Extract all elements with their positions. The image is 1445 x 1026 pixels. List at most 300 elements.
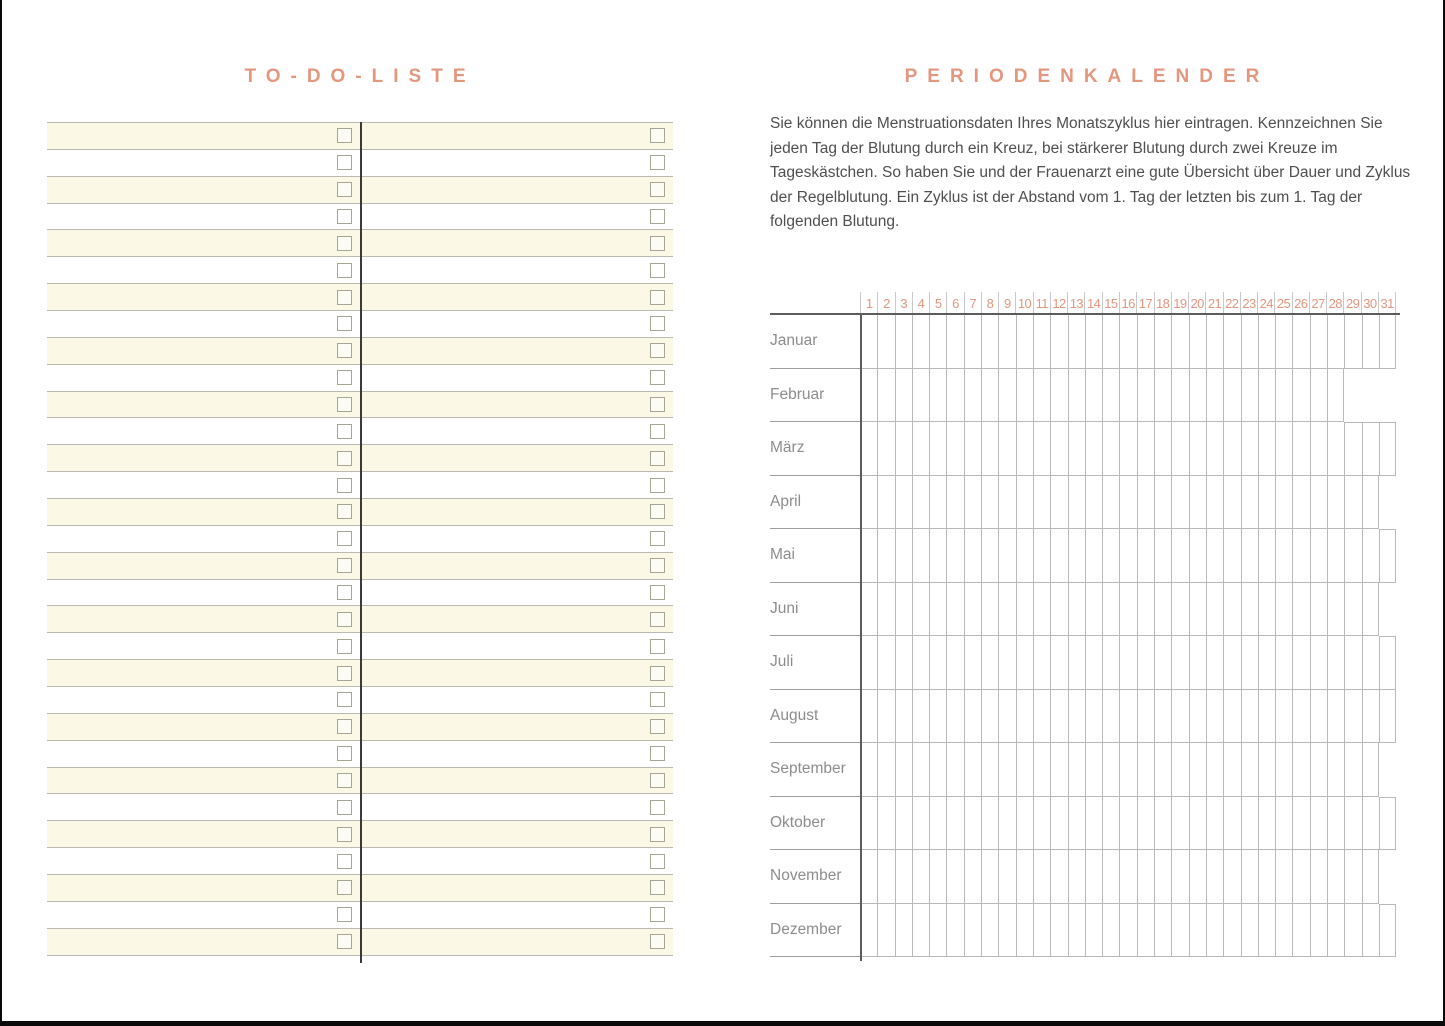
todo-checkbox[interactable]: [650, 504, 665, 519]
day-cell[interactable]: [877, 743, 894, 796]
todo-line-field[interactable]: [360, 418, 673, 444]
day-cell[interactable]: [1068, 690, 1085, 743]
day-cell[interactable]: [1344, 476, 1361, 529]
day-cell[interactable]: [1033, 743, 1050, 796]
day-cell[interactable]: [1258, 743, 1275, 796]
day-cell[interactable]: [1223, 690, 1240, 743]
day-cell[interactable]: [877, 369, 894, 422]
day-cell[interactable]: [1241, 583, 1258, 636]
day-cell[interactable]: [1275, 529, 1292, 582]
day-cell[interactable]: [1050, 529, 1067, 582]
todo-line-field[interactable]: [360, 123, 673, 149]
day-cell[interactable]: [1016, 636, 1033, 689]
day-cell[interactable]: [1223, 529, 1240, 582]
todo-checkbox[interactable]: [650, 880, 665, 895]
day-cell[interactable]: [895, 797, 912, 850]
day-cell[interactable]: [1258, 315, 1275, 368]
day-cell[interactable]: [1344, 743, 1361, 796]
day-cell[interactable]: [946, 850, 963, 903]
todo-checkbox[interactable]: [337, 451, 352, 466]
day-cell[interactable]: [860, 904, 877, 957]
day-cell[interactable]: [1102, 315, 1119, 368]
day-cell[interactable]: [1119, 636, 1136, 689]
day-cell[interactable]: [929, 422, 946, 475]
day-cell[interactable]: [1085, 476, 1102, 529]
day-cell[interactable]: [1050, 583, 1067, 636]
day-cell[interactable]: [860, 850, 877, 903]
todo-checkbox[interactable]: [337, 692, 352, 707]
day-cell[interactable]: [912, 850, 929, 903]
todo-checkbox[interactable]: [337, 666, 352, 681]
day-cell[interactable]: [1327, 476, 1344, 529]
day-cell[interactable]: [877, 476, 894, 529]
todo-line-field[interactable]: [47, 338, 360, 364]
day-cell[interactable]: [1189, 743, 1206, 796]
day-cell[interactable]: [1206, 850, 1223, 903]
day-cell[interactable]: [1137, 850, 1154, 903]
day-cell[interactable]: [1154, 529, 1171, 582]
day-cell[interactable]: [981, 743, 998, 796]
day-cell[interactable]: [929, 529, 946, 582]
day-cell[interactable]: [860, 636, 877, 689]
day-cell[interactable]: [895, 476, 912, 529]
todo-checkbox[interactable]: [650, 827, 665, 842]
day-cell[interactable]: [998, 690, 1015, 743]
todo-checkbox[interactable]: [650, 773, 665, 788]
day-cell[interactable]: [1119, 850, 1136, 903]
day-cell[interactable]: [1292, 690, 1309, 743]
day-cell[interactable]: [929, 904, 946, 957]
todo-line-field[interactable]: [360, 741, 673, 767]
day-cell[interactable]: [1102, 904, 1119, 957]
day-cell[interactable]: [1171, 476, 1188, 529]
day-cell[interactable]: [1154, 369, 1171, 422]
day-cell[interactable]: [1085, 636, 1102, 689]
day-cell[interactable]: [1362, 636, 1379, 689]
day-cell[interactable]: [1206, 315, 1223, 368]
day-cell[interactable]: [1327, 422, 1344, 475]
todo-checkbox[interactable]: [337, 236, 352, 251]
day-cell[interactable]: [1292, 850, 1309, 903]
todo-checkbox[interactable]: [650, 424, 665, 439]
day-cell[interactable]: [1068, 850, 1085, 903]
day-cell[interactable]: [1016, 529, 1033, 582]
todo-line-field[interactable]: [360, 553, 673, 579]
day-cell[interactable]: [1068, 422, 1085, 475]
day-cell[interactable]: [860, 422, 877, 475]
todo-line-field[interactable]: [360, 526, 673, 552]
todo-line-field[interactable]: [360, 821, 673, 847]
day-cell[interactable]: [1327, 690, 1344, 743]
todo-line-field[interactable]: [360, 311, 673, 337]
todo-line-field[interactable]: [47, 257, 360, 283]
day-cell[interactable]: [1085, 904, 1102, 957]
day-cell[interactable]: [946, 529, 963, 582]
day-cell[interactable]: [1275, 797, 1292, 850]
day-cell[interactable]: [1137, 369, 1154, 422]
day-cell[interactable]: [895, 583, 912, 636]
todo-checkbox[interactable]: [337, 800, 352, 815]
todo-line-field[interactable]: [360, 150, 673, 176]
day-cell[interactable]: [1171, 369, 1188, 422]
todo-checkbox[interactable]: [337, 263, 352, 278]
day-cell[interactable]: [1171, 690, 1188, 743]
day-cell[interactable]: [895, 529, 912, 582]
todo-checkbox[interactable]: [650, 182, 665, 197]
day-cell[interactable]: [1327, 583, 1344, 636]
day-cell[interactable]: [1050, 422, 1067, 475]
day-cell[interactable]: [998, 850, 1015, 903]
day-cell[interactable]: [1292, 315, 1309, 368]
day-cell[interactable]: [1292, 797, 1309, 850]
todo-checkbox[interactable]: [650, 746, 665, 761]
day-cell[interactable]: [877, 636, 894, 689]
day-cell[interactable]: [1241, 690, 1258, 743]
day-cell[interactable]: [1292, 422, 1309, 475]
day-cell[interactable]: [1068, 797, 1085, 850]
day-cell[interactable]: [1327, 315, 1344, 368]
todo-line-field[interactable]: [47, 472, 360, 498]
todo-line-field[interactable]: [47, 418, 360, 444]
day-cell[interactable]: [860, 797, 877, 850]
day-cell[interactable]: [964, 690, 981, 743]
day-cell[interactable]: [877, 422, 894, 475]
day-cell[interactable]: [946, 797, 963, 850]
day-cell[interactable]: [981, 636, 998, 689]
todo-checkbox[interactable]: [650, 370, 665, 385]
day-cell[interactable]: [1068, 904, 1085, 957]
day-cell[interactable]: [1033, 476, 1050, 529]
day-cell[interactable]: [1310, 690, 1327, 743]
day-cell[interactable]: [1275, 422, 1292, 475]
day-cell[interactable]: [1223, 743, 1240, 796]
day-cell[interactable]: [1258, 797, 1275, 850]
day-cell[interactable]: [964, 315, 981, 368]
day-cell[interactable]: [1223, 369, 1240, 422]
day-cell[interactable]: [1085, 797, 1102, 850]
day-cell[interactable]: [964, 476, 981, 529]
day-cell[interactable]: [981, 529, 998, 582]
todo-line-field[interactable]: [360, 875, 673, 901]
day-cell[interactable]: [1310, 904, 1327, 957]
day-cell[interactable]: [1241, 476, 1258, 529]
day-cell[interactable]: [1068, 636, 1085, 689]
day-cell[interactable]: [1258, 476, 1275, 529]
day-cell[interactable]: [1362, 422, 1379, 475]
day-cell[interactable]: [964, 529, 981, 582]
day-cell[interactable]: [1102, 690, 1119, 743]
day-cell[interactable]: [1085, 315, 1102, 368]
day-cell[interactable]: [1258, 583, 1275, 636]
day-cell[interactable]: [1137, 315, 1154, 368]
day-cell[interactable]: [1016, 476, 1033, 529]
day-cell[interactable]: [1362, 529, 1379, 582]
day-cell[interactable]: [1119, 529, 1136, 582]
day-cell[interactable]: [1068, 583, 1085, 636]
todo-checkbox[interactable]: [650, 209, 665, 224]
day-cell[interactable]: [1258, 529, 1275, 582]
day-cell[interactable]: [912, 529, 929, 582]
todo-checkbox[interactable]: [337, 773, 352, 788]
day-cell[interactable]: [1102, 743, 1119, 796]
day-cell[interactable]: [1171, 583, 1188, 636]
day-cell[interactable]: [981, 476, 998, 529]
day-cell[interactable]: [1102, 529, 1119, 582]
day-cell[interactable]: [1119, 476, 1136, 529]
day-cell[interactable]: [1050, 743, 1067, 796]
todo-line-field[interactable]: [47, 848, 360, 874]
day-cell[interactable]: [1206, 690, 1223, 743]
todo-checkbox[interactable]: [337, 934, 352, 949]
todo-checkbox[interactable]: [337, 585, 352, 600]
day-cell[interactable]: [912, 476, 929, 529]
day-cell[interactable]: [877, 850, 894, 903]
day-cell[interactable]: [964, 743, 981, 796]
day-cell[interactable]: [1102, 583, 1119, 636]
day-cell[interactable]: [1292, 369, 1309, 422]
todo-line-field[interactable]: [47, 204, 360, 230]
day-cell[interactable]: [1189, 797, 1206, 850]
day-cell[interactable]: [1258, 904, 1275, 957]
day-cell[interactable]: [1292, 476, 1309, 529]
day-cell[interactable]: [981, 690, 998, 743]
day-cell[interactable]: [946, 476, 963, 529]
day-cell[interactable]: [1119, 315, 1136, 368]
day-cell[interactable]: [1050, 476, 1067, 529]
day-cell[interactable]: [1033, 904, 1050, 957]
todo-checkbox[interactable]: [650, 263, 665, 278]
day-cell[interactable]: [1241, 743, 1258, 796]
todo-checkbox[interactable]: [650, 155, 665, 170]
day-cell[interactable]: [1154, 583, 1171, 636]
day-cell[interactable]: [1137, 743, 1154, 796]
day-cell[interactable]: [1085, 422, 1102, 475]
day-cell[interactable]: [912, 690, 929, 743]
day-cell[interactable]: [1016, 797, 1033, 850]
day-cell[interactable]: [1344, 904, 1361, 957]
day-cell[interactable]: [1379, 904, 1396, 957]
day-cell[interactable]: [1189, 904, 1206, 957]
todo-line-field[interactable]: [47, 150, 360, 176]
day-cell[interactable]: [1362, 797, 1379, 850]
day-cell[interactable]: [1171, 315, 1188, 368]
day-cell[interactable]: [895, 690, 912, 743]
day-cell[interactable]: [1068, 743, 1085, 796]
day-cell[interactable]: [1292, 904, 1309, 957]
day-cell[interactable]: [1154, 315, 1171, 368]
day-cell[interactable]: [1258, 690, 1275, 743]
todo-line-field[interactable]: [47, 230, 360, 256]
day-cell[interactable]: [1085, 850, 1102, 903]
todo-line-field[interactable]: [47, 902, 360, 928]
day-cell[interactable]: [1033, 636, 1050, 689]
todo-line-field[interactable]: [47, 875, 360, 901]
todo-checkbox[interactable]: [337, 290, 352, 305]
day-cell[interactable]: [1379, 797, 1396, 850]
day-cell[interactable]: [1362, 850, 1379, 903]
day-cell[interactable]: [964, 583, 981, 636]
todo-line-field[interactable]: [360, 580, 673, 606]
day-cell[interactable]: [1379, 636, 1396, 689]
day-cell[interactable]: [946, 690, 963, 743]
day-cell[interactable]: [964, 850, 981, 903]
day-cell[interactable]: [964, 369, 981, 422]
day-cell[interactable]: [1344, 636, 1361, 689]
day-cell[interactable]: [1068, 476, 1085, 529]
day-cell[interactable]: [1292, 636, 1309, 689]
day-cell[interactable]: [1171, 743, 1188, 796]
day-cell[interactable]: [1241, 850, 1258, 903]
day-cell[interactable]: [1275, 850, 1292, 903]
day-cell[interactable]: [964, 797, 981, 850]
day-cell[interactable]: [1362, 476, 1379, 529]
todo-line-field[interactable]: [360, 606, 673, 632]
todo-line-field[interactable]: [47, 123, 360, 149]
day-cell[interactable]: [981, 797, 998, 850]
todo-line-field[interactable]: [47, 633, 360, 659]
day-cell[interactable]: [1275, 476, 1292, 529]
day-cell[interactable]: [1119, 690, 1136, 743]
day-cell[interactable]: [1379, 422, 1396, 475]
todo-checkbox[interactable]: [650, 800, 665, 815]
todo-line-field[interactable]: [47, 392, 360, 418]
todo-line-field[interactable]: [360, 177, 673, 203]
day-cell[interactable]: [1085, 529, 1102, 582]
todo-checkbox[interactable]: [650, 854, 665, 869]
todo-checkbox[interactable]: [650, 451, 665, 466]
day-cell[interactable]: [981, 315, 998, 368]
day-cell[interactable]: [1050, 315, 1067, 368]
day-cell[interactable]: [1206, 369, 1223, 422]
day-cell[interactable]: [1206, 743, 1223, 796]
day-cell[interactable]: [1154, 850, 1171, 903]
day-cell[interactable]: [1344, 583, 1361, 636]
day-cell[interactable]: [895, 636, 912, 689]
todo-checkbox[interactable]: [650, 907, 665, 922]
day-cell[interactable]: [1189, 369, 1206, 422]
day-cell[interactable]: [1292, 743, 1309, 796]
day-cell[interactable]: [1171, 904, 1188, 957]
day-cell[interactable]: [1379, 529, 1396, 582]
day-cell[interactable]: [1206, 422, 1223, 475]
day-cell[interactable]: [1137, 476, 1154, 529]
day-cell[interactable]: [946, 369, 963, 422]
day-cell[interactable]: [1102, 422, 1119, 475]
day-cell[interactable]: [1241, 315, 1258, 368]
day-cell[interactable]: [877, 315, 894, 368]
day-cell[interactable]: [1258, 369, 1275, 422]
todo-checkbox[interactable]: [650, 585, 665, 600]
todo-line-field[interactable]: [47, 284, 360, 310]
day-cell[interactable]: [895, 904, 912, 957]
day-cell[interactable]: [860, 743, 877, 796]
todo-checkbox[interactable]: [337, 719, 352, 734]
todo-line-field[interactable]: [360, 660, 673, 686]
todo-line-field[interactable]: [47, 311, 360, 337]
day-cell[interactable]: [1362, 743, 1379, 796]
todo-checkbox[interactable]: [337, 343, 352, 358]
day-cell[interactable]: [981, 850, 998, 903]
day-cell[interactable]: [1033, 369, 1050, 422]
day-cell[interactable]: [1206, 476, 1223, 529]
todo-checkbox[interactable]: [650, 290, 665, 305]
day-cell[interactable]: [912, 422, 929, 475]
day-cell[interactable]: [1310, 636, 1327, 689]
todo-line-field[interactable]: [47, 580, 360, 606]
day-cell[interactable]: [1016, 315, 1033, 368]
todo-checkbox[interactable]: [650, 719, 665, 734]
day-cell[interactable]: [929, 690, 946, 743]
day-cell[interactable]: [1206, 583, 1223, 636]
day-cell[interactable]: [1050, 636, 1067, 689]
todo-checkbox[interactable]: [337, 155, 352, 170]
day-cell[interactable]: [1344, 315, 1361, 368]
day-cell[interactable]: [1085, 743, 1102, 796]
day-cell[interactable]: [1102, 636, 1119, 689]
day-cell[interactable]: [1327, 904, 1344, 957]
todo-line-field[interactable]: [47, 714, 360, 740]
todo-line-field[interactable]: [47, 526, 360, 552]
day-cell[interactable]: [1119, 743, 1136, 796]
todo-checkbox[interactable]: [650, 612, 665, 627]
day-cell[interactable]: [1223, 636, 1240, 689]
day-cell[interactable]: [860, 690, 877, 743]
todo-checkbox[interactable]: [337, 531, 352, 546]
day-cell[interactable]: [929, 743, 946, 796]
day-cell[interactable]: [946, 315, 963, 368]
day-cell[interactable]: [1137, 904, 1154, 957]
day-cell[interactable]: [1379, 315, 1396, 368]
day-cell[interactable]: [946, 422, 963, 475]
day-cell[interactable]: [1206, 529, 1223, 582]
day-cell[interactable]: [1050, 850, 1067, 903]
day-cell[interactable]: [912, 315, 929, 368]
todo-checkbox[interactable]: [337, 612, 352, 627]
day-cell[interactable]: [1102, 797, 1119, 850]
day-cell[interactable]: [1068, 529, 1085, 582]
day-cell[interactable]: [929, 476, 946, 529]
day-cell[interactable]: [1362, 583, 1379, 636]
day-cell[interactable]: [1102, 476, 1119, 529]
todo-line-field[interactable]: [47, 929, 360, 955]
day-cell[interactable]: [1275, 904, 1292, 957]
todo-line-field[interactable]: [47, 445, 360, 471]
todo-line-field[interactable]: [360, 848, 673, 874]
day-cell[interactable]: [929, 583, 946, 636]
day-cell[interactable]: [1033, 529, 1050, 582]
day-cell[interactable]: [1119, 422, 1136, 475]
todo-checkbox[interactable]: [650, 934, 665, 949]
todo-checkbox[interactable]: [650, 692, 665, 707]
day-cell[interactable]: [946, 583, 963, 636]
day-cell[interactable]: [929, 797, 946, 850]
todo-checkbox[interactable]: [337, 854, 352, 869]
day-cell[interactable]: [1241, 369, 1258, 422]
todo-line-field[interactable]: [360, 472, 673, 498]
todo-line-field[interactable]: [47, 606, 360, 632]
todo-line-field[interactable]: [360, 392, 673, 418]
day-cell[interactable]: [981, 369, 998, 422]
day-cell[interactable]: [1137, 583, 1154, 636]
day-cell[interactable]: [1223, 476, 1240, 529]
todo-line-field[interactable]: [360, 768, 673, 794]
todo-checkbox[interactable]: [650, 397, 665, 412]
todo-checkbox[interactable]: [337, 128, 352, 143]
day-cell[interactable]: [1275, 315, 1292, 368]
day-cell[interactable]: [1050, 369, 1067, 422]
day-cell[interactable]: [929, 315, 946, 368]
day-cell[interactable]: [1275, 690, 1292, 743]
